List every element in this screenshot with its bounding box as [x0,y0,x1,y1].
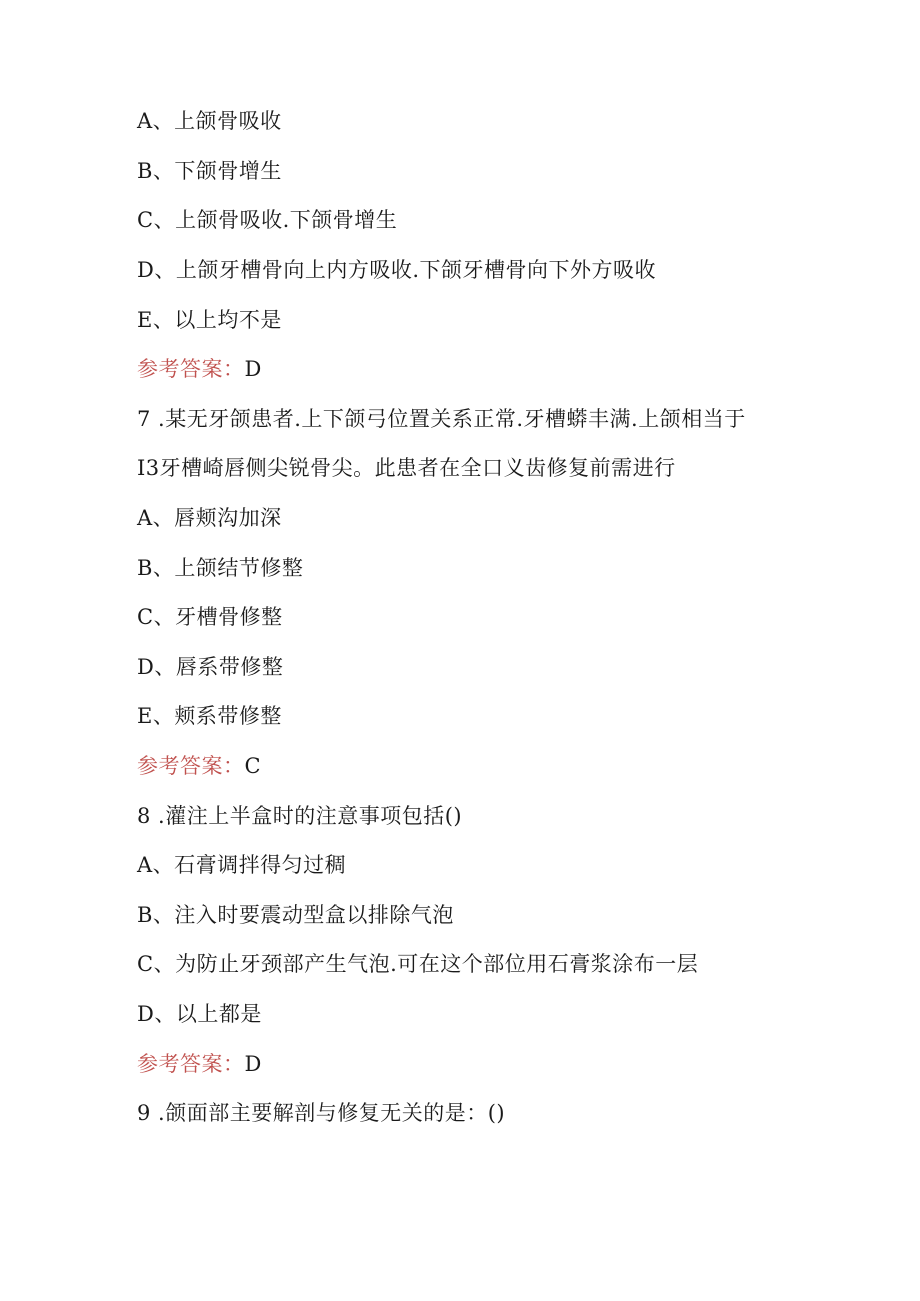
q7-stem-line-2: I3牙槽崎唇侧尖锐骨尖。此患者在全口义齿修复前需进行 [137,456,676,480]
q6-answer [137,355,262,383]
answer-value: D [244,357,262,381]
q7-option-c: C、牙槽骨修整 [137,605,283,629]
q6-option-b: B、下颌骨增生 [137,159,282,183]
q8-option-a: A、石膏调拌得匀过稠 [137,853,347,877]
answer-value: C [244,754,262,778]
answer-label: 参考答案： [137,1052,245,1076]
q9-stem: 9 .颌面部主要解剖与修复无关的是：() [137,1101,506,1125]
answer-value: D [244,1052,262,1076]
q8-option-c: C、为防止牙颈部产生气泡.可在这个部位用石膏浆涂布一层 [137,952,699,976]
q7-stem-line-1: 7 .某无牙颌患者.上下颌弓位置关系正常.牙槽蟒丰满.上颌相当于 [137,407,746,431]
q7-answer [137,752,261,780]
q7-option-e: E、颊系带修整 [137,704,282,728]
q7-option-a: A、唇颊沟加深 [137,506,282,530]
answer-label: 参考答案： [137,357,245,381]
q8-stem: 8 .灌注上半盒时的注意事项包括() [137,804,463,828]
q6-option-d: D、上颌牙槽骨向上内方吸收.下颌牙槽骨向下外方吸收 [137,258,657,282]
q6-option-c: C、上颌骨吸收.下颌骨增生 [137,208,398,232]
q7-option-d: D、唇系带修整 [137,655,284,679]
q6-option-e: E、以上均不是 [137,308,282,332]
q8-option-b: B、注入时要震动型盒以排除气泡 [137,903,454,927]
q7-option-b: B、上颌结节修整 [137,556,304,580]
q6-option-a: A、上颌骨吸收 [137,109,282,133]
q8-answer [137,1050,262,1078]
q8-option-d: D、以上都是 [137,1002,262,1026]
answer-label: 参考答案： [137,754,245,778]
